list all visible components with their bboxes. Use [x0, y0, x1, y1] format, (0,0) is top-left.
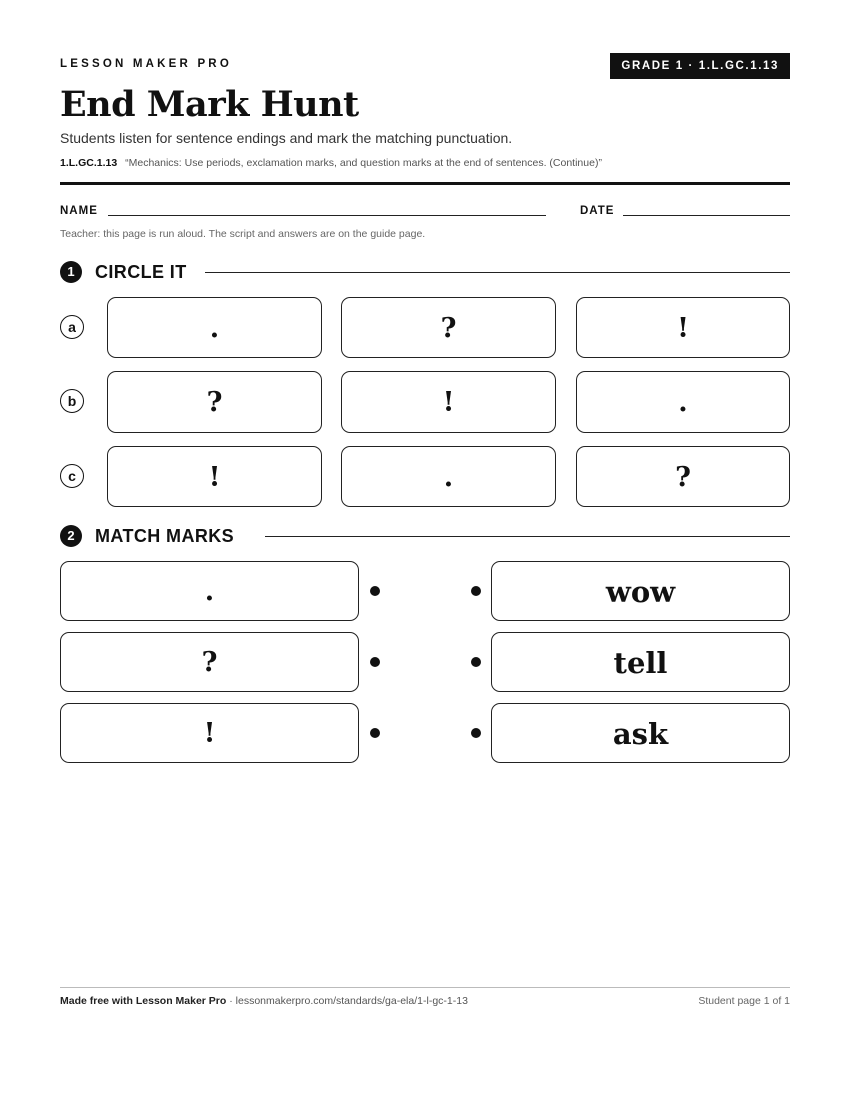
- grade-badge: GRADE 1 · 1.L.GC.1.13: [610, 53, 790, 79]
- match-left-1[interactable]: .: [60, 561, 359, 621]
- section-2-header: [60, 523, 790, 549]
- row-label-b: b: [60, 389, 84, 413]
- date-label: DATE: [580, 205, 615, 217]
- date-field[interactable]: [623, 215, 790, 216]
- standard-code: 1.L.GC.1.13: [60, 157, 118, 169]
- worksheet-page: [60, 0, 790, 1100]
- section-1-number: 1: [60, 261, 82, 283]
- section-1-title: CIRCLE IT: [95, 262, 187, 282]
- match-left-3[interactable]: !: [60, 703, 359, 763]
- row-label-c: c: [60, 464, 84, 488]
- teacher-note: Teacher: this page is run aloud. The script and answers are on the guide page.: [60, 228, 426, 240]
- match-dot-right-1[interactable]: [471, 586, 481, 596]
- match-dot-right-3[interactable]: [471, 728, 481, 738]
- name-label: NAME: [60, 205, 98, 217]
- match-dot-left-1[interactable]: [370, 586, 380, 596]
- circle-option-a2[interactable]: ?: [341, 297, 556, 358]
- match-dot-left-2[interactable]: [370, 657, 380, 667]
- footer-divider: [60, 987, 790, 988]
- footer-made-with: Made free with Lesson Maker Pro: [60, 995, 227, 1007]
- standard-line: [60, 157, 602, 169]
- section-2-number: 2: [60, 525, 82, 547]
- match-dot-right-2[interactable]: [471, 657, 481, 667]
- page-title: End Mark Hunt: [60, 84, 359, 125]
- match-right-1[interactable]: wow: [491, 561, 790, 621]
- circle-option-b1[interactable]: ?: [107, 371, 322, 433]
- match-left-2[interactable]: ?: [60, 632, 359, 692]
- brand-name: LESSON MAKER PRO: [60, 58, 232, 70]
- section-2-title: MATCH MARKS: [95, 526, 235, 546]
- circle-option-a3[interactable]: !: [576, 297, 790, 358]
- circle-option-c3[interactable]: ?: [576, 446, 790, 507]
- page-subtitle: Students listen for sentence endings and mark the matching punctuation.: [60, 130, 513, 146]
- section-1-rule: [205, 272, 790, 273]
- footer-url[interactable]: · lessonmakerpro.com/standards/ga-ela/1-l-gc-1-13: [226, 995, 468, 1007]
- name-field[interactable]: [108, 215, 546, 216]
- row-label-a: a: [60, 315, 84, 339]
- match-dot-left-3[interactable]: [370, 728, 380, 738]
- match-right-3[interactable]: ask: [491, 703, 790, 763]
- section-2-rule: [265, 536, 790, 537]
- header-divider: [60, 182, 790, 185]
- circle-option-c1[interactable]: !: [107, 446, 322, 507]
- section-1-header: [60, 259, 790, 285]
- circle-option-b2[interactable]: !: [341, 371, 556, 433]
- standard-text: “Mechanics: Use periods, exclamation marks, and question marks at the end of sentences. (Continue)”: [125, 157, 602, 169]
- match-right-2[interactable]: tell: [491, 632, 790, 692]
- circle-option-b3[interactable]: .: [576, 371, 790, 433]
- footer-page-number: Student page 1 of 1: [698, 995, 790, 1007]
- circle-option-c2[interactable]: .: [341, 446, 556, 507]
- footer-credit: [60, 995, 468, 1007]
- circle-option-a1[interactable]: .: [107, 297, 322, 358]
